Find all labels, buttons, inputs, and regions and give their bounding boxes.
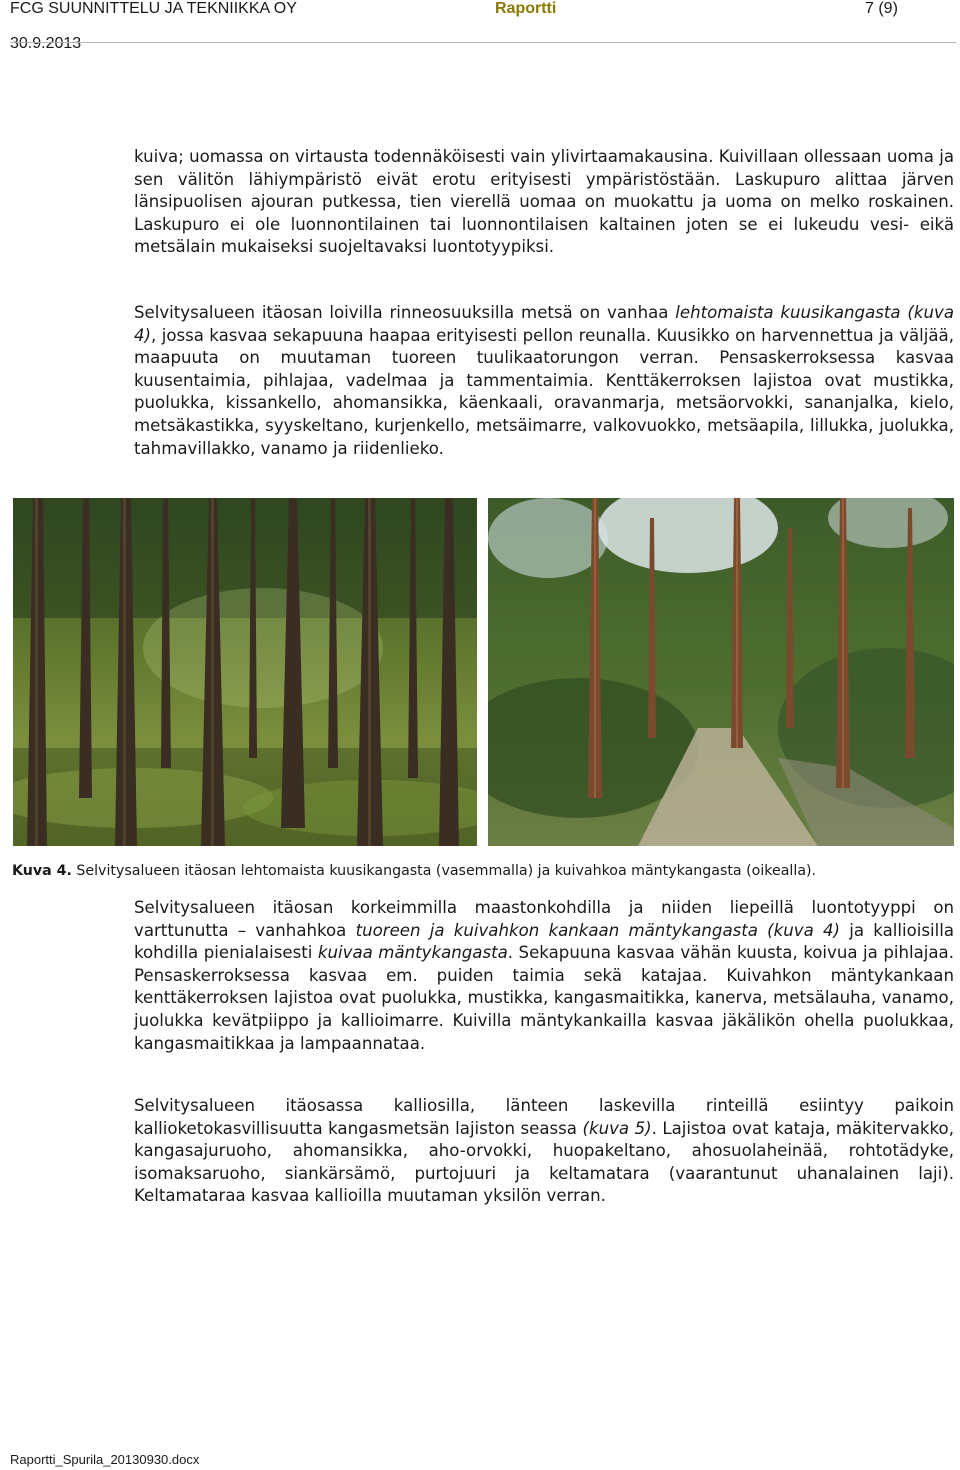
document-date: 30.9.2013	[10, 35, 82, 52]
paragraph-text: Selvitysalueen itäosan korkeimmilla maastonkohdilla ja niiden liepeillä luontotyyppi on varttunutta – vanhahkoa	[134, 898, 954, 940]
paragraph-mantykangas	[134, 897, 954, 1055]
figure-label: Kuva 4.	[12, 863, 72, 879]
paragraph-emphasis: kuivaa mäntykangasta	[317, 943, 508, 963]
document-type: Raportti	[495, 0, 557, 17]
paragraph-emphasis: lehtomaista kuusikangasta (kuva 4)	[134, 303, 954, 345]
paragraph-text: Selvitysalueen itäosassa kalliosilla, länteen laskevilla rinteillä esiintyy paikoin kallioketokasvillisuutta kangasmetsän lajiston seassa	[134, 1096, 954, 1138]
figure-caption	[12, 862, 952, 880]
paragraph-emphasis: tuoreen ja kuivahkon kankaan mäntykangasta (kuva 4)	[355, 920, 841, 940]
company-name: FCG SUUNNITTELU JA TEKNIIKKA OY	[10, 0, 297, 17]
figure-caption-text: Selvitysalueen itäosan lehtomaista kuusikangasta (vasemmalla) ja kuivahkoa mäntykangasta (oikealla).	[71, 863, 817, 879]
header-divider	[10, 42, 956, 43]
paragraph-kuusikangas	[134, 302, 954, 460]
paragraph-text: , jossa kasvaa sekapuuna haapaa erityisesti pellon reunalla. Kuusikko on harvennettua ja väljää, maapuuta on muutaman tuoreen tuulikaatorungon verran. Pensaskerroksessa kasvaa kuusentaimia, pihlajaa, vadelmaa ja tammentaimia. Kenttäkerroksen lajistoa ovat mustikka, puolukka, kissankello, ahomansikka, käenkaali, oravanmarja, metsäorvokki, sananjalka, kielo, metsäkastikka, syyskeltano, kurjenkello, metsäimarre, valkovuokko, metsäapila, lillukka, juolukka, tahmavillakko, vanamo ja riidenlieko.	[134, 325, 954, 458]
photo-pine-forest	[488, 498, 954, 846]
paragraph-text: kuiva; uomassa on virtausta todennäköisesti vain ylivirtaamakausina. Kuivillaan ollessaan uoma ja sen välitön lähiympäristö eivät erotu erityisesti ympäristöstään. Laskupuro alittaa järven länsipuolisen ajouran putkessa, tien vierellä uomaa on muokattu ja uoma on melko roskainen. Laskupuro ei ole luonnontilainen tai luonnontilaisen kaltainen joten se ei lukeudu vesi- eikä metsälain mukaiseksi suojeltavaksi luontotyypiksi.	[134, 147, 954, 257]
page-number: 7 (9)	[865, 0, 898, 17]
paragraph-text: ja kallioisilla kohdilla pienialaisesti	[134, 920, 954, 963]
paragraph-text: . Sekapuuna kasvaa vähän kuusta, koivua ja pihlajaa. Pensaskerroksessa kasvaa em. puiden taimia sekä katajaa. Kuivahkon mäntykankaan kenttäkerroksen lajistoa ovat puolukka, mustikka, kangasmaitikka, kanerva, metsälauha, vanamo, juolukka kevätpiippo ja kallioimarre. Kuivilla mäntykankailla kasvaa jäkälikön ohella puolukkaa, kangasmaitikkaa ja lampaannataa.	[134, 943, 954, 1053]
paragraph-text: . Lajistoa ovat kataja, mäkitervakko, kangasajuruoho, ahomansikka, aho-orvokki, huopakeltano, ahosuolaheinää, rohtotädyke, isomaksaruoho, siankärsämö, purtojuuri ja keltamatara (vaarantunut uhanalainen laji). Keltamataraa kasvaa kallioilla muutaman yksilön verran.	[134, 1118, 954, 1206]
page-header	[10, 0, 950, 52]
paragraph-kallioketo	[134, 1095, 954, 1208]
pine-forest-image	[488, 498, 954, 846]
page-footer	[10, 1452, 199, 1467]
paragraph-laskupuro	[134, 146, 954, 259]
paragraph-emphasis: (kuva 5)	[582, 1118, 652, 1138]
photo-spruce-forest	[13, 498, 477, 846]
spruce-forest-image	[13, 498, 477, 846]
footer-filename: Raportti_Spurila_20130930.docx	[10, 1452, 200, 1467]
paragraph-text: Selvitysalueen itäosan loivilla rinneosuuksilla metsä on vanhaa	[134, 303, 676, 322]
